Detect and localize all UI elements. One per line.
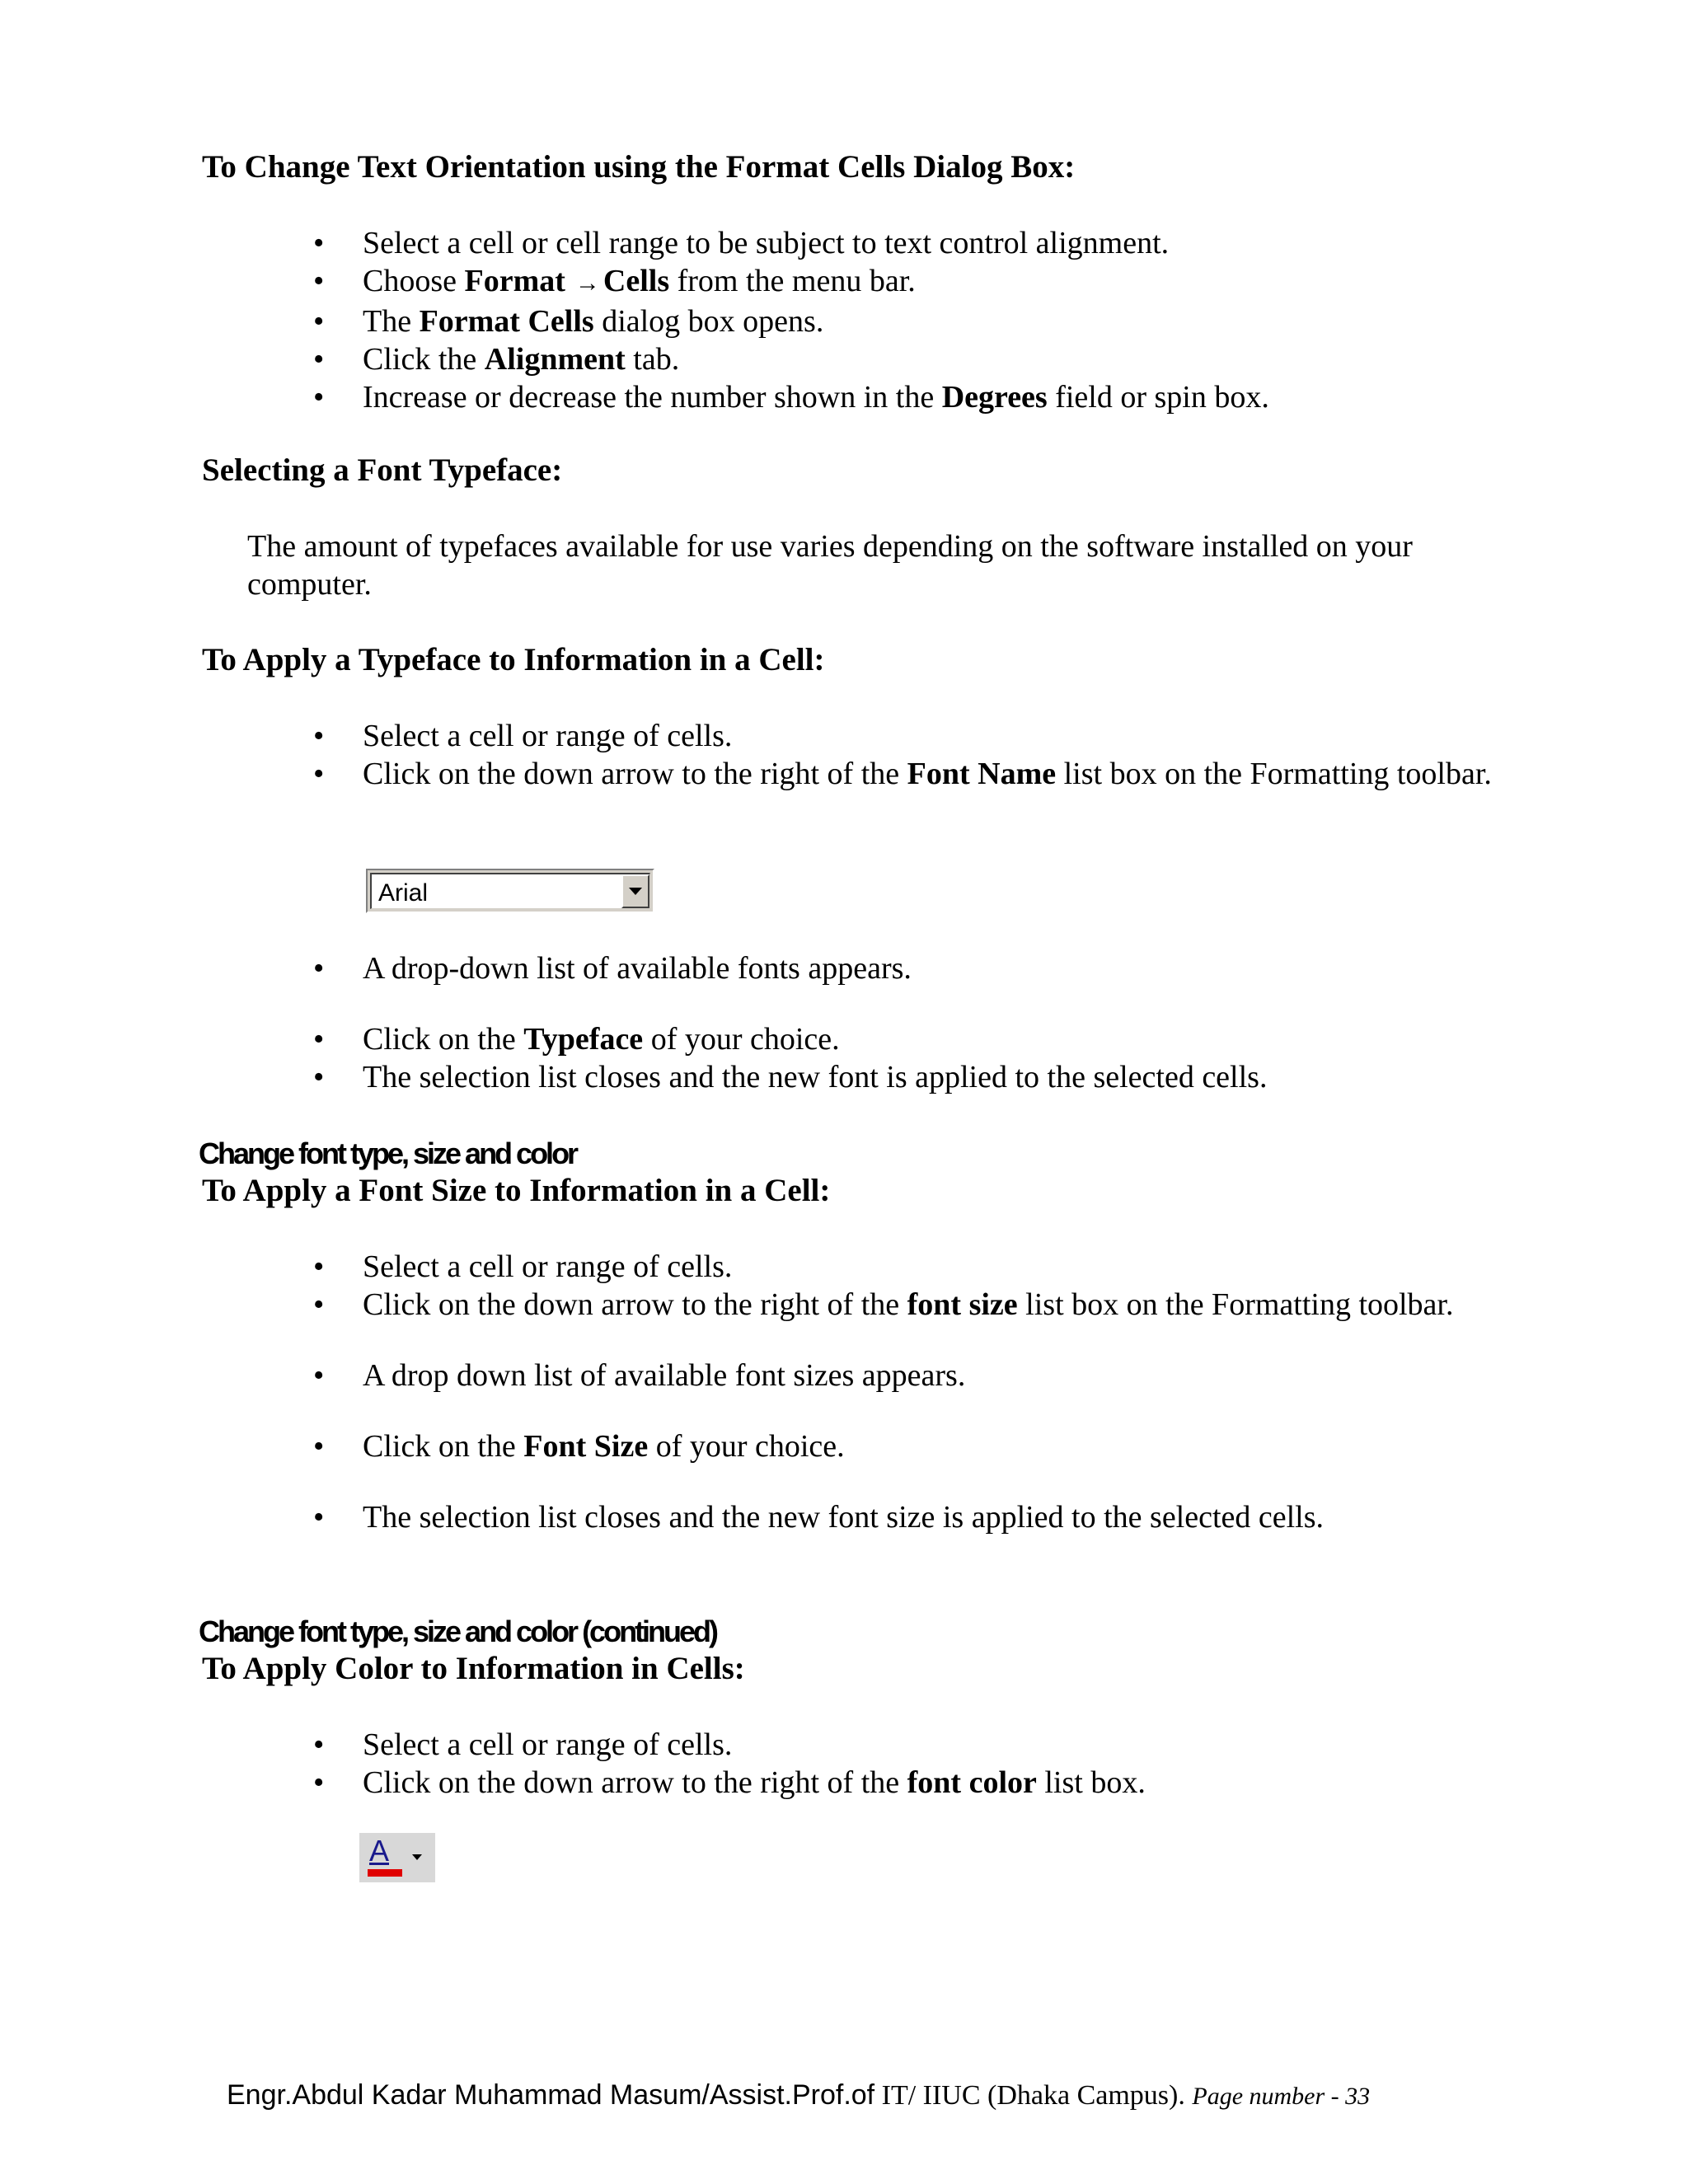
chevron-down-icon — [629, 888, 642, 895]
list-item: • Increase or decrease the number shown in the Degrees field or spin box. — [0, 378, 1500, 416]
list-item: • Click on the down arrow to the right of the font size list box on the Formatting toolbar. — [0, 1286, 1500, 1324]
list-item: • Click on the down arrow to the right of the Font Name list box on the Formatting toolbar. — [0, 755, 1500, 793]
list-item: • Click the Alignment tab. — [0, 340, 1500, 378]
heading-text-orientation: To Change Text Orientation using the Format Cells Dialog Box: — [202, 149, 1076, 185]
list-item: • Select a cell or range of cells. — [0, 1248, 1500, 1286]
subheading-font-type-size-color: Change font type, size and color — [199, 1137, 577, 1170]
typeface-paragraph: The amount of typefaces available for use varies depending on the software installed on your computer. — [247, 529, 1413, 602]
apply-typeface-steps — [0, 717, 1500, 793]
list-item: • Choose Format → Cells from the menu bar. — [0, 262, 1500, 302]
font-name-combobox[interactable] — [366, 869, 654, 913]
footer-org: IT/ IIUC (Dhaka Campus). — [874, 2080, 1193, 2111]
page-footer — [227, 2077, 1370, 2115]
font-color-icon: A — [369, 1834, 390, 1868]
font-color-button[interactable] — [359, 1833, 435, 1882]
apply-font-size-steps — [0, 1248, 1500, 1536]
list-item: • The selection list closes and the new font is applied to the selected cells. — [0, 1058, 1500, 1096]
arrow-right-icon: → — [574, 269, 600, 297]
apply-color-steps — [0, 1726, 1500, 1802]
font-name-dropdown-button[interactable] — [621, 874, 649, 908]
font-name-value: Arial — [378, 879, 429, 907]
text-orientation-steps — [0, 224, 1500, 416]
list-item: • Select a cell or cell range to be subject to text control alignment. — [0, 224, 1500, 262]
list-item: • Click on the Typeface of your choice. — [0, 1020, 1500, 1058]
font-name-input[interactable] — [370, 873, 650, 909]
heading-apply-typeface: To Apply a Typeface to Information in a Cell: — [202, 642, 825, 677]
footer-page-number: Page number - 33 — [1192, 2083, 1371, 2110]
subheading-font-type-size-color-continued: Change font type, size and color (continued) — [199, 1615, 717, 1648]
list-item: • Click on the down arrow to the right of the font color list box. — [0, 1764, 1500, 1802]
list-item: • Select a cell or range of cells. — [0, 717, 1500, 755]
chevron-down-icon[interactable] — [412, 1854, 422, 1860]
list-item: • Click on the Font Size of your choice. — [0, 1427, 1500, 1465]
list-item: • A drop down list of available font sizes appears. — [0, 1357, 1500, 1394]
list-item: • The selection list closes and the new font size is applied to the selected cells. — [0, 1498, 1500, 1536]
heading-apply-color: To Apply Color to Information in Cells: — [202, 1651, 745, 1686]
heading-apply-font-size: To Apply a Font Size to Information in a Cell: — [202, 1173, 831, 1208]
apply-typeface-steps-continued — [0, 949, 1500, 1096]
list-item: • The Format Cells dialog box opens. — [0, 302, 1500, 340]
list-item: • Select a cell or range of cells. — [0, 1726, 1500, 1764]
list-item: • A drop-down list of available fonts appears. — [0, 949, 1500, 987]
font-color-swatch — [368, 1869, 402, 1877]
footer-author: Engr.Abdul Kadar Muhammad Masum/Assist.Prof.of — [227, 2079, 875, 2111]
heading-font-typeface: Selecting a Font Typeface: — [202, 452, 563, 488]
